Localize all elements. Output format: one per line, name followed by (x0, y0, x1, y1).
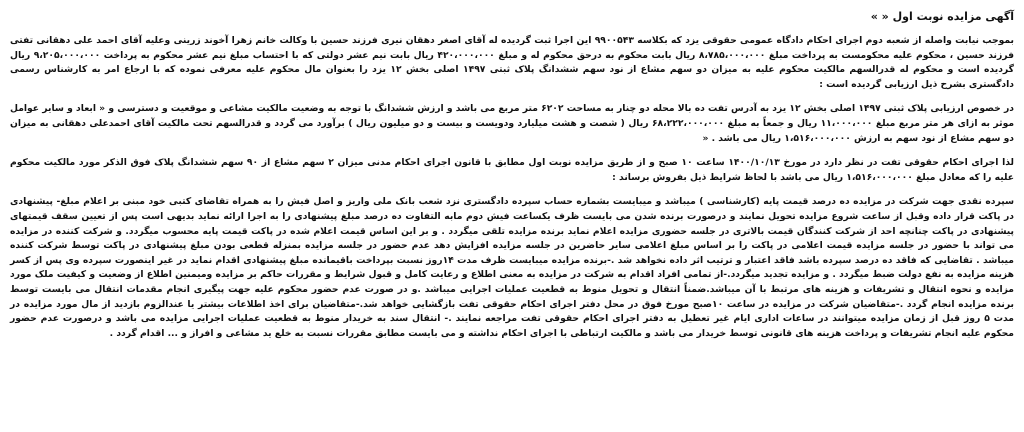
notice-paragraph-conditions: سپرده نقدی جهت شرکت در مزایده ده درصد قیمت پایه (کارشناسی ) میباشد و میبایست بشماره حساب سپرده دادگستری نزد شعب بانک ملی واریز و اصل فیش را به همراه تقاضای کتبی خود مبنی بر اعلام مبلغ- پیشنهادی در پاکت قرار داده وقبل از ساعت شروع مزایده تحویل نمایند و درصورت برنده شدن می بایست ظرف یکساعت فیش دوم مابه التفاوت ده درصد مبلغ پیشنهادی را به اجرا ارائه نماید بدیهی است پس از تعیین سقف قیمتهای پیشنهادی در پاکت چنانچه احد از شرکت کنندگان قیمت بالاتری در جلسه حضوری مزایده اعلام نماید برنده مزایده تلقی میگردد . و بر این اساس قیمت اعلام شده در پاکت قیمت پایه محسوب میگردد. و شرکت کننده در مزایده می تواند با حضور در جلسه مزایده قیمت اعلامی در پاکت را بر اساس مبلغ اعلامی سایر حاضرین در جلسه مزایده افزایش دهد عدم حضور در جلسه مزایده بمنزله قطعی بودن مبلغ پیشنهادی در پاکت توسط شرکت کننده میباشد . تقاضایی که فاقد ده درصد سپرده باشد فاقد اعتبار و ترتیب اثر داده نخواهد شد .-برنده مزایده میبایست ظرف مدت ۱۴روز نسبت بپرداخت باقیمانده مبلغ پیشنهادی اقدام نماید در غیر اینصورت سپرده وی پس از کسر هزینه مزایده به نفع دولت ضبط میگردد . و مزایده تجدید میگردد.-از تمامی افراد اقدام به شرکت در مزایده به معنی اطلاع و رعایت کامل و قبول شرایط و مقررات حاکم بر مزایده ومیمنین اطلاع از وضعیت و کیفیت ملک مورد مزایده و نحوه انتقال و تشریفات و هزینه های مرتبط با آن میباشد.ضمناً انتقال و تحویل منوط به قطعیت عملیات اجرایی میباشد .و در صورت عدم حضور محکوم علیه جهت پیگیری انجام مقدمات انتقال می بایست توسط برنده مزایده انجام گردد .-متقاضیان شرکت در مزایده در ساعت ۱۰صبح مورخ فوق در محل دفتر اجرای احکام حقوقی تفت بازگشایی خواهد شد.-متقاضیان برای اخذ اطلاعات بیشتر یا عندالزوم بازدید از مال مورد مزایده در مدت ۵ روز قبل از زمان مزایده میتوانند در ساعات اداری ایام غیر تعطیل به دفتر اجرای احکام حقوقی تفت مراجعه نمایند .- انتقال سند به خریدار منوط به قطعیت عملیات اجرایی مزایده می باشد و درصورت عدم حضور محکوم علیه انجام تشریفات و پرداخت هزینه های قانونی توسط خریدار می باشد و مالکیت ارتباطی با اجرای احکام نداشته و می بایست مطابق مقررات نسبت به خلع ید مشاعی و افراز و ... اقدام گردد . (10, 196, 1014, 339)
notice-paragraph-auction-date: لذا اجرای احکام حقوقی تفت در نظر دارد در مورخ ۱۴۰۰/۱۰/۱۳ ساعت ۱۰ صبح و از طریق مزایده نوبت اول مطابق با قانون اجرای احکام مدنی میزان ۲ سهم مشاع از ۹۰ سهم ششدانگ پلاک فوق الذکر مورد مالکیت محکوم علیه را که معادل مبلغ ۱،۵۱۶،۰۰۰،۰۰۰ ریال می باشد با لحاظ شرایط ذیل بفروش برساند : (10, 157, 1015, 183)
notice-paragraph-appraisal: در خصوص ارزیابی پلاک ثبتی ۱۴۹۷ اصلی بخش ۱۲ یزد به آدرس تفت ده بالا محله دو چنار به مساحت ۶۲۰۲ متر مربع می باشد و ارزش ششدانگ با توجه به وضعیت مالکیت مشاعی و موقعیت و دسترسی و « ابعاد و سایر عوامل موثر به ازای هر متر مربع مبلغ ۱۱،۰۰۰،۰۰۰ ریال و جمعاً به مبلغ ۶۸،۲۲۲،۰۰۰،۰۰۰ ریال ( شصت و هشت میلیارد ودویست و بیست و دو میلیون ریال ) برآورد می گردد و قدرالسهم تحت مالکیت آقای احمدعلی دهقانی به میزان دو سهم مشاع از نود سهم به ارزش ۱،۵۱۶،۰۰۰،۰۰۰ ریال می باشد . « (10, 103, 1015, 144)
notice-title: آگهی مزایده نوبت اول « » (870, 10, 1014, 23)
notice-paragraph-judgment: بموجب نیابت واصله از شعبه دوم اجرای احکام دادگاه عمومی حقوقی یزد که بکلاسه ۹۹۰۰۵۴۳ این اجرا ثبت گردیده له آقای اصغر دهقان نیری فرزند حسین با وکالت خانم زهرا آخوند زرینی وعلیه آقای احمد علی دهقانی تفتی فرزند حسین ، محکوم علیه محکومست به پرداخت مبلغ ۸،۷۸۵،۰۰۰،۰۰۰ ریال بابت محکوم به درحق محکوم له و مبلغ ۴۲۰،۰۰۰،۰۰۰ ریال بابت نیم عشر دولتی که با احتساب مبلغ نیم عشر محکوم به پرداخت ۹،۲۰۵،۰۰۰،۰۰۰ ریال گردیده است و محکوم له قدرالسهم مالکیت محکوم علیه به میزان دو سهم مشاع از نود سهم ششدانگ پلاک ثبتی ۱۴۹۷ اصلی بخش ۱۲ یزد را بعنوان مال محکوم علیه معرفی نموده که با ارجاع امر به کارشناس رسمی دادگستری بشرح ذیل ارزیابی گردیده است : (10, 35, 1015, 90)
